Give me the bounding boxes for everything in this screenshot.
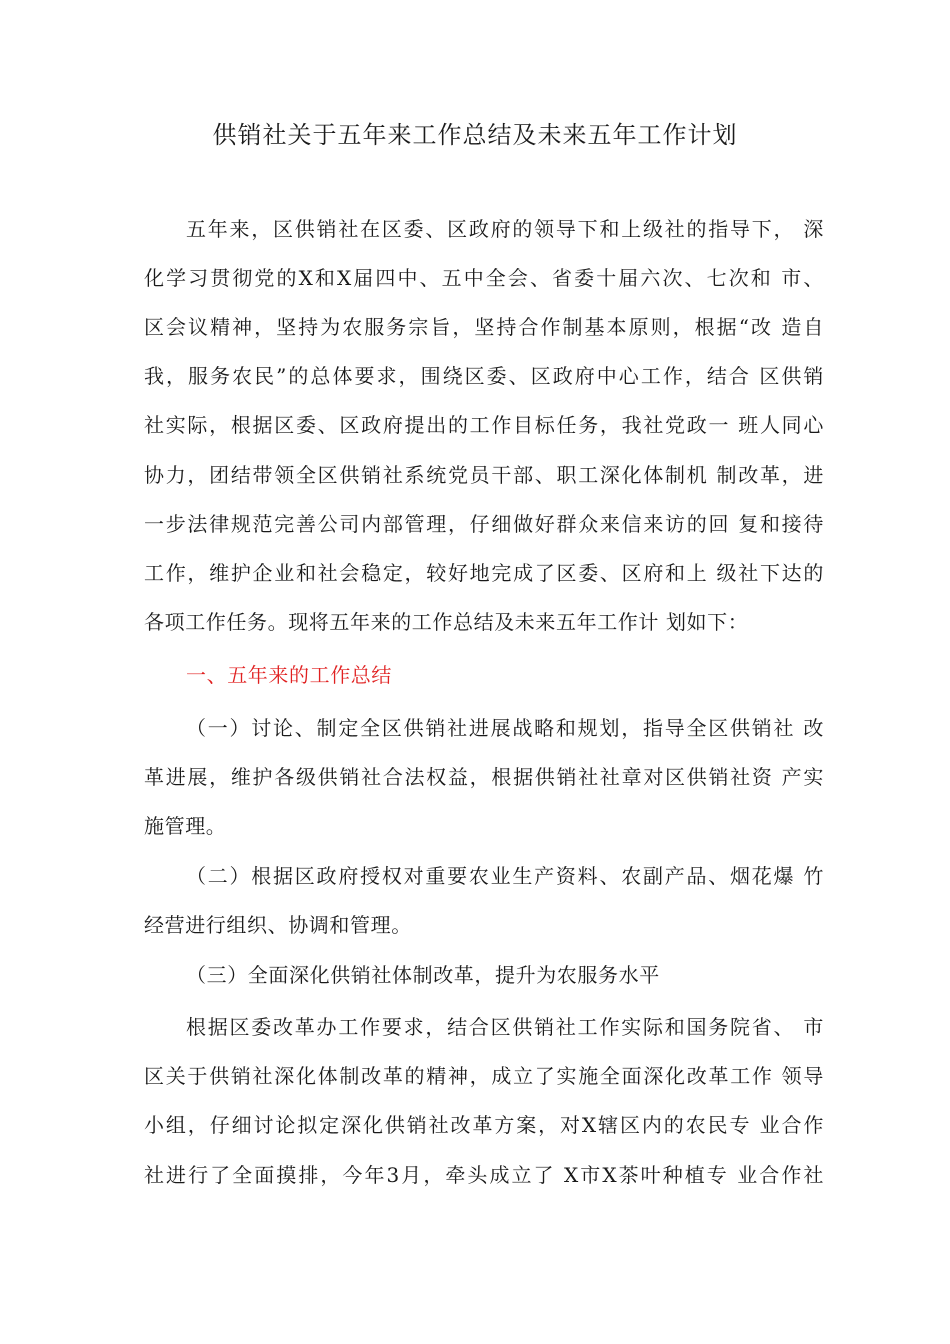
paragraph-line: 社实际，根据区委、区政府提出的工作目标任务，我社党政一 班人同心 (144, 413, 824, 437)
subsection-heading: （三）全面深化供销社体制改革，提升为农服务水平 (186, 963, 660, 987)
paragraph-line: 革进展，维护各级供销社合法权益，根据供销社社章对区供销社资 产实 (144, 765, 824, 789)
paragraph-line: （一）讨论、制定全区供销社进展战略和规划，指导全区供销社 改 (186, 716, 824, 740)
paragraph-line: 社进行了全面摸排，今年3月，牵头成立了 X市X茶叶种植专 业合作社 (144, 1163, 824, 1187)
paragraph-line: 区会议精神，坚持为农服务宗旨，坚持合作制基本原则，根据“改 造自 (144, 315, 824, 339)
paragraph-line: 工作，维护企业和社会稳定，较好地完成了区委、区府和上 级社下达的 (144, 561, 824, 585)
section-heading: 一、五年来的工作总结 (186, 663, 392, 687)
paragraph-line: 协力，团结带领全区供销社系统党员干部、职工深化体制机 制改革，进 (144, 463, 824, 487)
paragraph-line: 一步法律规范完善公司内部管理，仔细做好群众来信来访的回 复和接待 (144, 512, 824, 536)
document-title: 供销社关于五年来工作总结及未来五年工作计划 (212, 121, 738, 149)
paragraph-line: 我，服务农民”的总体要求，围绕区委、区政府中心工作，结合 区供销 (144, 364, 825, 388)
paragraph-line: 化学习贯彻党的X和X届四中、五中全会、省委十届六次、七次和 市、 (144, 266, 824, 290)
paragraph-line: 区关于供销社深化体制改革的精神，成立了实施全面深化改革工作 领导 (144, 1064, 824, 1088)
paragraph-line: 施管理。 (144, 814, 227, 838)
paragraph-line: 小组，仔细讨论拟定深化供销社改革方案，对X辖区内的农民专 业合作 (144, 1113, 824, 1137)
paragraph-line: 五年来，区供销社在区委、区政府的领导下和上级社的指导下， 深 (186, 217, 824, 241)
paragraph-line: 各项工作任务。现将五年来的工作总结及未来五年工作计 划如下： (144, 610, 749, 634)
paragraph-line: 经营进行组织、协调和管理。 (144, 913, 412, 937)
paragraph-line: （二）根据区政府授权对重要农业生产资料、农副产品、烟花爆 竹 (186, 864, 824, 888)
paragraph-line: 根据区委改革办工作要求，结合区供销社工作实际和国务院省、 市 (186, 1015, 824, 1039)
